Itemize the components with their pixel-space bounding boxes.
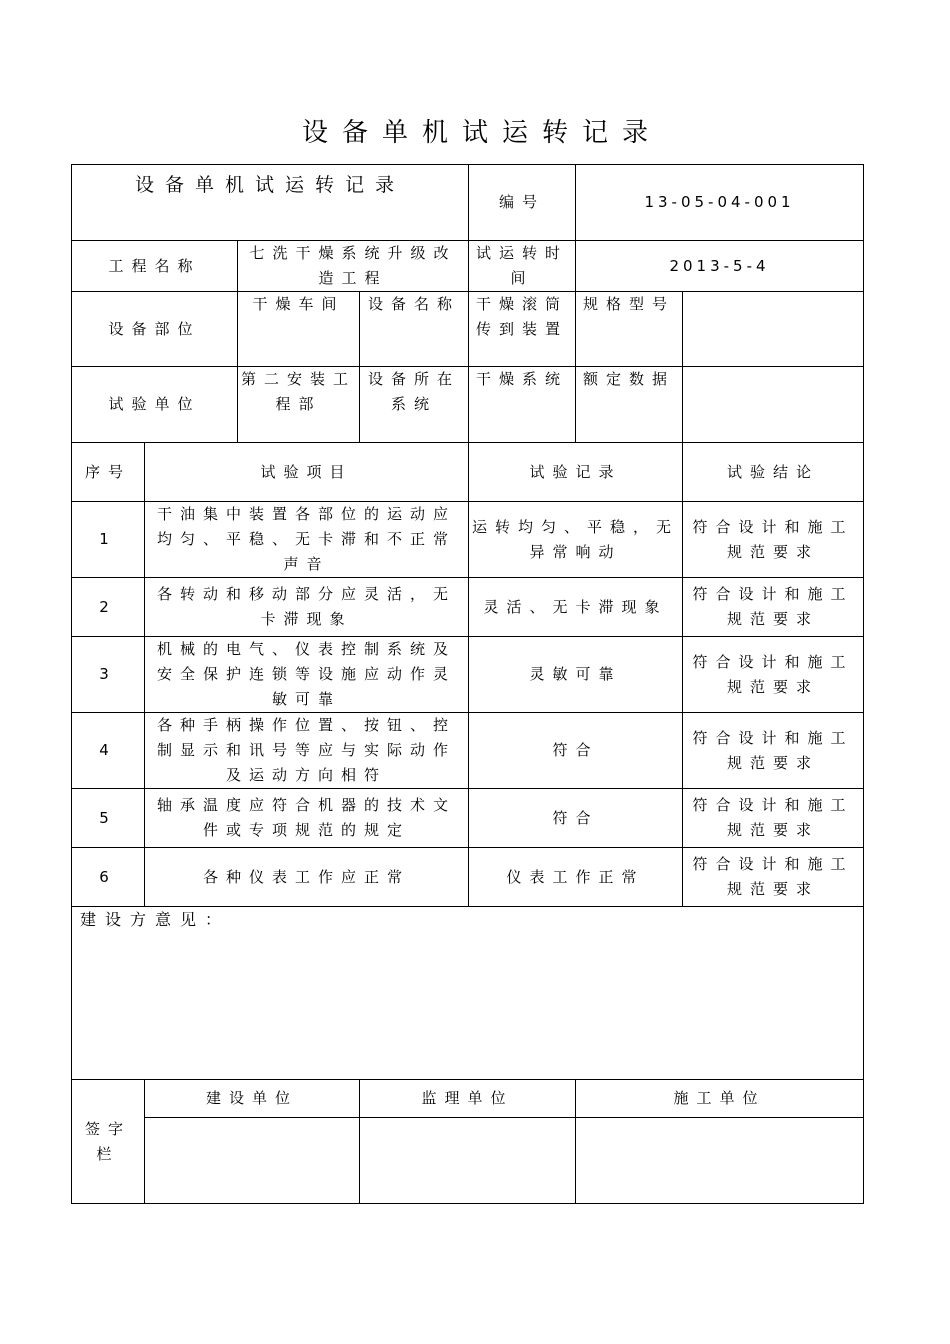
project-name-label: 工程名称	[72, 241, 238, 292]
rated-data-value	[683, 367, 864, 443]
col-item-header: 试验项目	[145, 443, 469, 502]
row-item: 各种手柄操作位置、按钮、控制显示和讯号等应与实际动作及运动方向相符	[145, 713, 469, 789]
table-row	[72, 578, 864, 637]
equipment-system-label: 设备所在系统	[360, 367, 469, 443]
signature-row	[72, 1118, 864, 1204]
row-item: 各转动和移动部分应灵活，无卡滞现象	[145, 578, 469, 637]
table-row	[72, 637, 864, 713]
row-conclusion: 符合设计和施工规范要求	[683, 502, 864, 578]
row-seq: 4	[72, 713, 145, 789]
test-run-record-form	[71, 164, 864, 1204]
test-time-value: 2013-5-4	[576, 241, 864, 292]
test-unit-row	[72, 367, 864, 443]
equipment-name-label: 设备名称	[360, 292, 469, 367]
project-row	[72, 241, 864, 292]
row-record: 符合	[469, 789, 683, 848]
contractor-signature-cell[interactable]	[576, 1118, 864, 1204]
supervisor-signature-cell[interactable]	[360, 1118, 576, 1204]
row-seq: 2	[72, 578, 145, 637]
spec-label: 规格型号	[576, 292, 683, 367]
table-row	[72, 789, 864, 848]
row-record: 灵活、无卡滞现象	[469, 578, 683, 637]
signature-label: 签字栏	[72, 1080, 145, 1204]
table-row	[72, 713, 864, 789]
row-conclusion: 符合设计和施工规范要求	[683, 713, 864, 789]
row-seq: 5	[72, 789, 145, 848]
row-conclusion: 符合设计和施工规范要求	[683, 789, 864, 848]
spec-value	[683, 292, 864, 367]
equipment-row	[72, 292, 864, 367]
equipment-location-label: 设备部位	[72, 292, 238, 367]
equipment-name-value: 干燥滚筒传到装置	[469, 292, 576, 367]
row-seq: 3	[72, 637, 145, 713]
supervisor-unit-label: 监理单位	[360, 1080, 576, 1118]
column-header-row	[72, 443, 864, 502]
row-item: 机械的电气、仪表控制系统及安全保护连锁等设施应动作灵敏可靠	[145, 637, 469, 713]
row-record: 符合	[469, 713, 683, 789]
number-value: 13-05-04-001	[576, 165, 864, 241]
signature-header-row	[72, 1080, 864, 1118]
form-title: 设备单机试运转记录	[72, 165, 469, 241]
owner-opinion-label: 建设方意见：	[72, 907, 864, 1080]
table-row	[72, 502, 864, 578]
number-label: 编号	[469, 165, 576, 241]
equipment-location-value: 干燥车间	[238, 292, 360, 367]
test-time-label: 试运转时间	[469, 241, 576, 292]
row-record: 仪表工作正常	[469, 848, 683, 907]
header-row	[72, 165, 864, 241]
equipment-system-value: 干燥系统	[469, 367, 576, 443]
row-record: 运转均匀、平稳，无异常响动	[469, 502, 683, 578]
contractor-unit-label: 施工单位	[576, 1080, 864, 1118]
row-conclusion: 符合设计和施工规范要求	[683, 637, 864, 713]
col-seq-header: 序号	[72, 443, 145, 502]
row-record: 灵敏可靠	[469, 637, 683, 713]
test-unit-label: 试验单位	[72, 367, 238, 443]
page-title: 设备单机试运转记录	[301, 118, 662, 148]
table-row	[72, 848, 864, 907]
row-item: 各种仪表工作应正常	[145, 848, 469, 907]
rated-data-label: 额定数据	[576, 367, 683, 443]
row-conclusion: 符合设计和施工规范要求	[683, 848, 864, 907]
col-conclusion-header: 试验结论	[683, 443, 864, 502]
test-unit-value: 第二安装工程部	[238, 367, 360, 443]
row-seq: 1	[72, 502, 145, 578]
opinion-row	[72, 907, 864, 1080]
project-name-value: 七洗干燥系统升级改造工程	[238, 241, 469, 292]
owner-unit-label: 建设单位	[145, 1080, 360, 1118]
row-conclusion: 符合设计和施工规范要求	[683, 578, 864, 637]
row-seq: 6	[72, 848, 145, 907]
owner-signature-cell[interactable]	[145, 1118, 360, 1204]
col-record-header: 试验记录	[469, 443, 683, 502]
row-item: 干油集中装置各部位的运动应均匀、平稳、无卡滞和不正常声音	[145, 502, 469, 578]
row-item: 轴承温度应符合机器的技术文件或专项规范的规定	[145, 789, 469, 848]
